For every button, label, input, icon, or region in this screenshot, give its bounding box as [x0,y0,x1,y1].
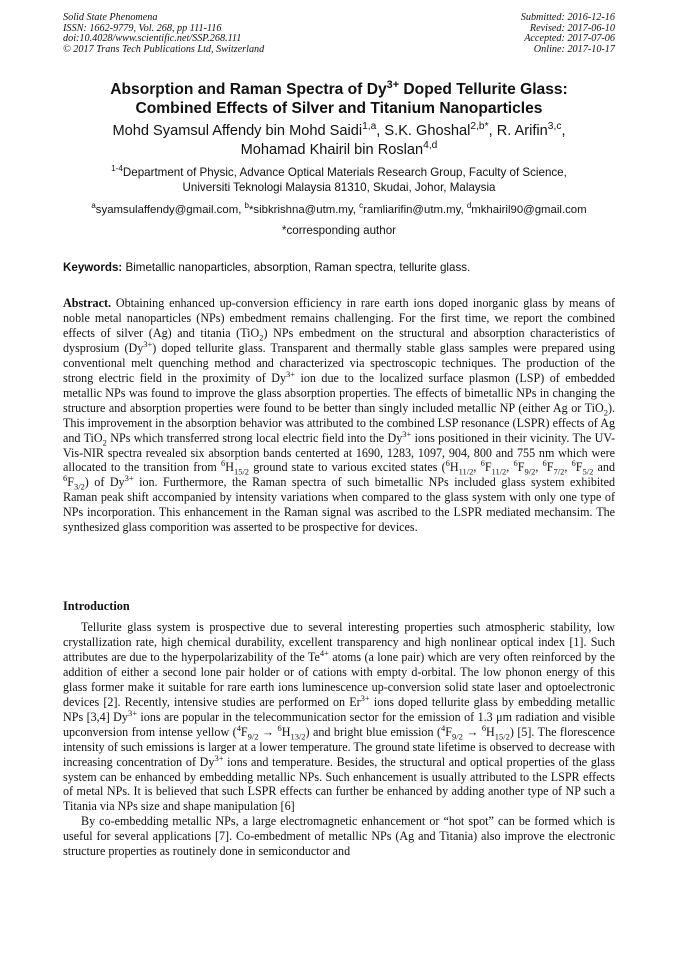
abstract-text: ). This improvement in the absorption behavior was attributed to the combined LSP resonance (LSPR) effects of Ag and TiO [63,400,615,445]
abstract-sup: 6 [513,458,518,469]
intro-text: ions and temperature. Besides, the structural and optical properties of the glass system can be enhanced by embedding metallic NPs. Such enhancement is usually attributed to the LSPR effects of metal NPs. It is believed that such LSPR effects can further be enhanced by adding another type of NP such a Titania via NPs size and shape manipulation [6] [63,754,616,814]
copyright: © 2017 Trans Tech Publications Ltd, Switzerland [63,43,265,55]
authors-line-1 [63,122,615,141]
corresponding-author-note: *corresponding author [281,224,397,237]
arrow-glyph: → [462,724,482,739]
author-name: R. Arifin [496,123,548,139]
email-link[interactable]: mkhairil90@gmail.com [471,204,587,216]
abstract-text: F [67,475,74,490]
arrow-glyph: → [258,724,278,739]
intro-sub: 13/2 [290,731,306,742]
keywords-text: Bimetallic nanoparticles, absorption, Raman spectra, tellurite glass. [122,261,471,274]
abstract-sub: 2 [102,436,107,447]
abstract-text: F [546,460,554,475]
email-link[interactable]: syamsulaffendy@gmail.com, [95,204,245,216]
intro-sup: 4 [236,722,241,733]
abstract-sup: 6 [480,458,485,469]
intro-text: ions are popular in the telecommunication sector for the emission of 1.3 μm radiation and visible upconversion from intense yellow ( [63,709,615,739]
intro-text: ions doped tellurite glass by embedding metallic NPs [3,4] Dy [63,694,615,724]
abstract-sub: 11/2 [458,466,474,477]
abstract-text: F [484,460,492,475]
abstract-text: ) of Dy [84,475,125,490]
abstract-sup: 6 [571,458,576,469]
abstract-text: and [593,460,615,475]
intro-text: Tellurite glass system is prospective due to several interesting properties such atmospheric stability, low crystallization rate, high chemical durability, excellent transparency and high nonlinear optical index [1]. Such attributes are due to the hyperpolarizability of the Te [63,620,615,664]
intro-paragraph-2: By co-embedding metallic NPs, a large electromagnetic enhancement or “hot spot” can be formed which is useful for several applications [7]. Co-embedment of metallic NPs (Ag and Titania) also improve the electronic structure properties as routinely done in semiconductor and [63,814,615,859]
abstract-sup: 6 [445,458,450,469]
abstract-text: , [564,460,572,475]
author-name: Mohd Syamsul Affendy bin Mohd Saidi [112,123,363,139]
keywords-label: Keywords: [63,261,123,274]
abstract-sup: 3+ [143,338,153,349]
abstract-text: ions positioned in their vicinity. The UV-Vis-NIR spectra revealed six absorption bands centerted at 1690, 1283, 1097, 904, 800 and 755 nm which were allocated to the transition from [63,430,616,475]
abstract-label: Abstract. [63,296,112,310]
abstract-sup: 6 [221,458,226,469]
accepted-date: Accepted: 2017-07-06 [524,33,615,45]
abstract-sub: 15/2 [233,466,250,477]
journal-name: Solid State Phenomena [63,12,158,23]
intro-text: F [240,724,248,739]
paper-title [63,80,615,118]
intro-text: H [281,724,291,739]
section-heading-introduction: Introduction [63,599,130,613]
intro-sup: 3+ [214,752,224,763]
intro-sup: 6 [481,722,487,733]
abstract-text: Obtaining enhanced up-conversion efficiency in rare earth ions doped inorganic glass by means of noble metal nanoparticles (NPs) embedment remains challenging. For the first time, we report the combined effects of silver (Ag) and titania (TiO [63,296,615,340]
abstract-text: NPs which transferred strong local electric field into the Dy [106,430,403,445]
abstract [63,296,615,535]
abstract-sub: 11/2 [491,466,507,477]
publication-info [63,13,615,55]
author-sup: 2,b* [470,121,489,133]
submitted-date: Submitted: 2016-12-16 [520,12,615,23]
keywords [63,261,615,276]
introduction-body [63,620,615,859]
author-name: S.K. Ghoshal [384,123,471,139]
intro-sup: 4 [441,722,446,733]
title-text: Doped Tellurite Glass: [399,81,568,98]
intro-sub: 15/2 [494,731,510,742]
author-sup: 4,d [423,140,438,152]
abstract-text: ) NPs embedment on the structural and absorption characteristics of dysprosium (Dy [63,325,615,355]
authors-line-2 [63,141,615,160]
abstract-sup: 6 [63,473,68,484]
author-name: Mohamad Khairil bin Roslan [240,142,424,158]
intro-text: H [486,724,495,739]
abstract-text: H [225,460,234,475]
doi: doi:10.4028/www.scientific.net/SSP.268.111 [63,33,242,45]
affiliation-text: Department of Physic, Advance Optical Materials Research Group, Faculty of Science, [122,166,567,179]
abstract-text: ion. Furthermore, the Raman spectra of such bimetallic NPs included glass system exhibited Raman peak shift accompanied by intensity variations when compared to the glass system with only one type of NPs incorporation. This enhancement in the Raman signal was ascribed to the LSPR mediated mechansim. The synthesized glass comporition was asserted to be prospective for devices. [63,475,615,535]
author-sep: , [561,123,566,139]
title-line-2: Combined Effects of Silver and Titanium Nanoparticles [135,100,543,117]
author-sep: , [376,123,385,139]
abstract-text: , [506,460,514,475]
author-sup: 1,a [362,121,377,133]
abstract-sub: 2 [259,332,264,343]
email-sup: d [466,201,472,211]
abstract-sub: 9/2 [524,466,536,477]
intro-text: F [445,724,452,739]
abstract-text: ground state to various excited states ( [249,460,446,475]
email-list [63,203,615,218]
publication-info-left [63,13,264,55]
abstract-sup: 3+ [124,473,134,484]
abstract-text: , [473,460,481,475]
abstract-text: F [575,460,583,475]
intro-text: ) and bright blue emission ( [305,724,442,739]
intro-sup: 6 [277,722,282,733]
abstract-text: H [449,460,459,475]
abstract-sup: 3+ [402,428,412,439]
abstract-text: ion due to the localized surface plasmon (LSP) of embedded metallic NPs was found to improve the glass absorption properties. The effects of bimetallic NPs in changing the structure and absorption properties were found to be better than singly included metallic NP (either Ag or TiO [63,370,615,415]
abstract-sub: 3/2 [73,481,85,492]
email-sup: c [359,201,364,211]
author-sep: , [488,123,497,139]
affiliation-line-2: Universiti Teknologi Malaysia 81310, Skudai, Johor, Malaysia [182,180,496,194]
publication-info-right [521,13,615,55]
email-link[interactable]: ramliarifin@utm.my, [363,204,467,216]
abstract-sub: 7/2 [553,466,565,477]
affiliation-sup: 1-4 [111,164,123,174]
abstract-text: F [517,460,525,475]
abstract-text: ) doped tellurite glass. Transparent and thermally stable glass samples were prepared using conventional melt quenching method and characterized via spectroscopic techniques. The production of the strong electric field in the proximity of Dy [63,340,615,385]
abstract-sup: 6 [542,458,547,469]
abstract-sub: 2 [603,407,608,418]
intro-sup: 3+ [360,692,370,703]
email-sup: a [91,201,96,211]
intro-paragraph-1 [63,620,615,814]
intro-text: atoms (a lone pair) which are very often reinforced by the addition of either a second lone pair holder or of cations with empty d-orbital. The low phonon energy of this glass former make it suitable for rare earth ions luminescence up-conversion solid state laser and optoelectronic devices [2]. Recently, intensive studies are performed on Er [63,649,615,709]
affiliation-line-1 [63,166,615,181]
intro-sub: 9/2 [451,731,463,742]
email-link[interactable]: *sibkrishna@utm.my, [248,204,360,216]
online-date: Online: 2017-10-17 [533,43,615,55]
title-line-1 [63,80,615,99]
author-list [63,122,615,160]
email-sup: b [244,201,249,211]
affiliation [63,166,615,195]
author-sup: 3,c [547,121,562,133]
intro-sup: 4+ [319,647,329,658]
intro-text: ) [5]. The florescence intensity of such emissions is larger at a lower temperature. The ground state lifetime is observed to decrease with increasing concentration of Dy [63,724,615,769]
intro-sup: 3+ [127,707,137,718]
abstract-sup: 3+ [286,368,296,379]
title-text: Absorption and Raman Spectra of Dy [110,81,387,98]
abstract-sub: 5/2 [582,466,594,477]
intro-sub: 9/2 [247,731,259,742]
title-sup: 3+ [386,78,400,91]
abstract-text: , [535,460,543,475]
revised-date: Revised: 2017-06-10 [529,22,615,34]
issn: ISSN: 1662-9779, Vol. 268, pp 111-116 [63,22,222,34]
